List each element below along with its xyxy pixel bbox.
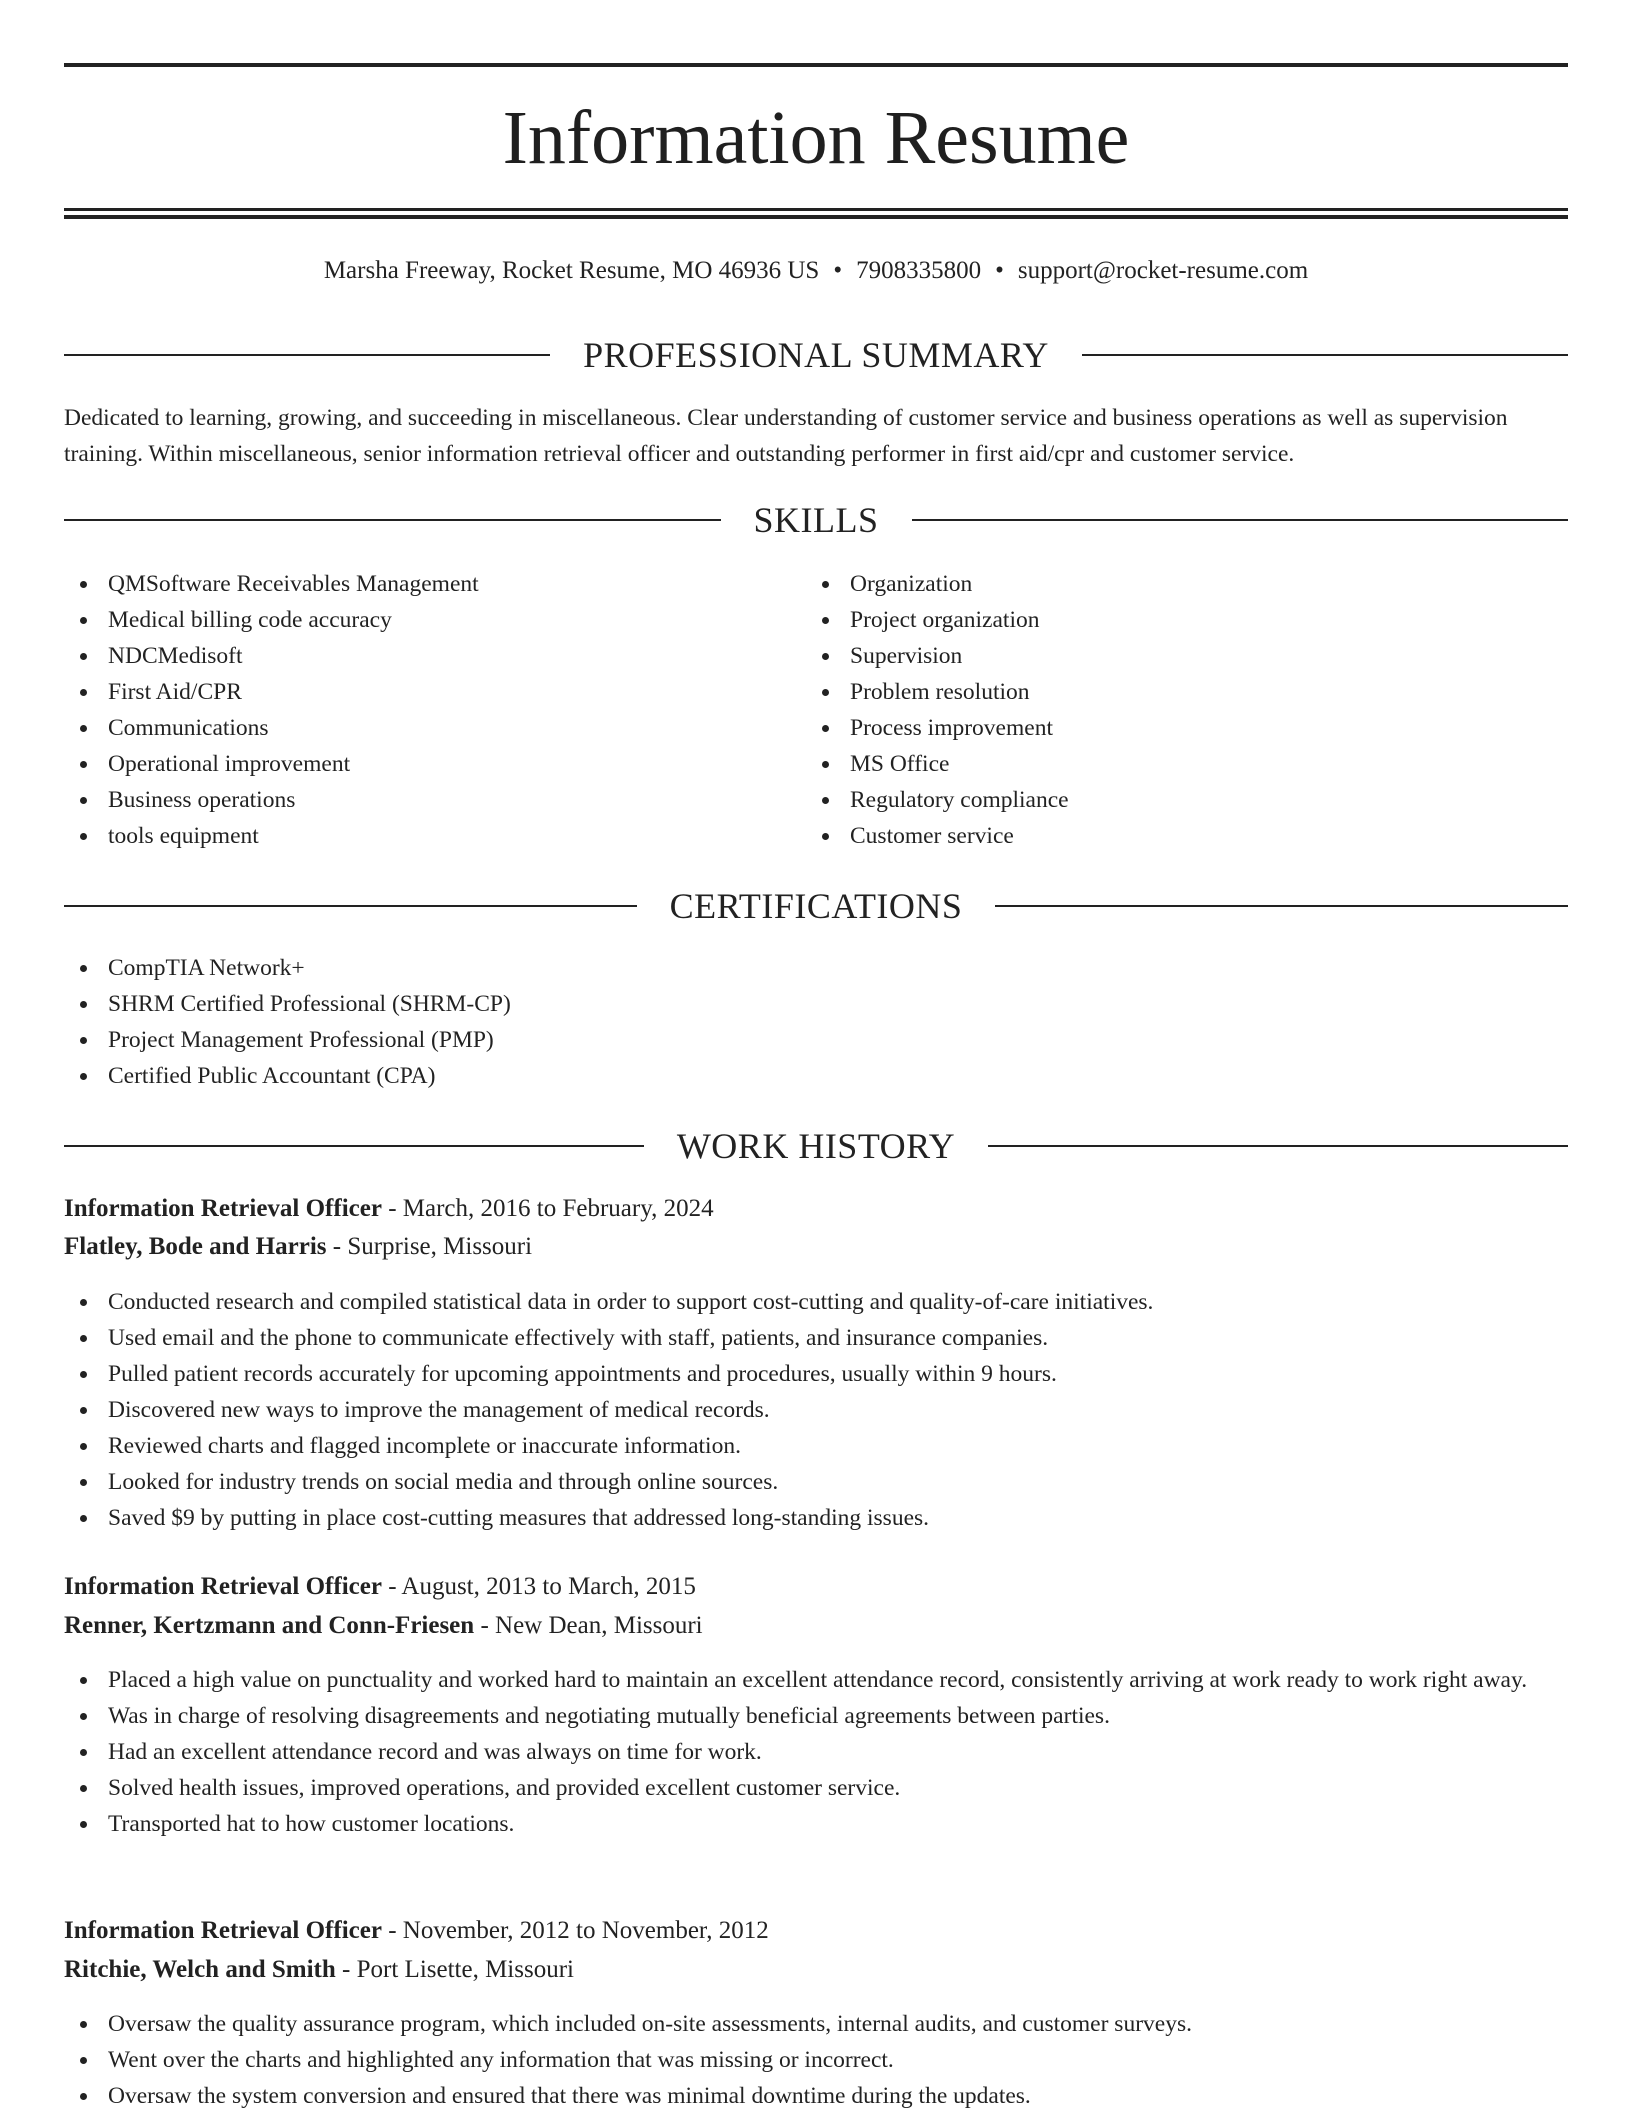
job-bullet: Discovered new ways to improve the management of medical records. (64, 1392, 1568, 1428)
section-title: CERTIFICATIONS (669, 886, 963, 926)
certifications-list (64, 950, 1568, 1094)
job-title: Information Retrieval Officer (64, 1195, 382, 1222)
skill-item: NDCMedisoft (64, 638, 784, 674)
job-title: Information Retrieval Officer (64, 1573, 382, 1600)
job-bullet: Was in charge of resolving disagreements and negotiating mutually beneficial agreements between parties. (64, 1698, 1568, 1734)
job-dates: - March, 2016 to February, 2024 (381, 1195, 714, 1222)
resume-title: Information Resume (502, 96, 1130, 180)
skill-item: MS Office (806, 746, 1566, 782)
job-bullets (64, 2006, 1568, 2114)
certification-item: Project Management Professional (PMP) (64, 1022, 1568, 1058)
section-rule (64, 1145, 644, 1147)
summary-text: Dedicated to learning, growing, and succeeding in miscellaneous. Clear understanding of customer service and business operations as well as supervision training. Within miscellaneous, senior information retrieval officer and outstanding performer in first aid/cpr and customer service. (64, 405, 1508, 467)
section-heading-summary (64, 333, 1568, 377)
skill-item: QMSoftware Receivables Management (64, 566, 784, 602)
section-heading-work-history (64, 1124, 1568, 1168)
certification-item: CompTIA Network+ (64, 950, 1568, 986)
job-company: Flatley, Bode and Harris (64, 1233, 327, 1260)
job-bullet: Saved $9 by putting in place cost-cutting measures that addressed long-standing issues. (64, 1500, 1568, 1536)
skill-item: Project organization (806, 602, 1566, 638)
skill-item: Process improvement (806, 710, 1566, 746)
section-rule (64, 354, 550, 356)
job-location: - Surprise, Missouri (326, 1233, 533, 1260)
section-title: SKILLS (753, 500, 879, 540)
job-company-line (64, 1228, 1568, 1266)
skill-item: Problem resolution (806, 674, 1566, 710)
skill-item: Business operations (64, 782, 784, 818)
job-bullet: Placed a high value on punctuality and worked hard to maintain an excellent attendance record, consistently arriving at work ready to work right away. (64, 1662, 1568, 1698)
skill-item: tools equipment (64, 818, 784, 854)
job-bullet: Used email and the phone to communicate effectively with staff, patients, and insurance companies. (64, 1320, 1568, 1356)
job-bullet: Conducted research and compiled statistical data in order to support cost-cutting and quality-of-care initiatives. (64, 1284, 1568, 1320)
job-company-line (64, 1607, 1568, 1645)
skill-item: First Aid/CPR (64, 674, 784, 710)
job-bullet: Oversaw the quality assurance program, which included on-site assessments, internal audits, and customer surveys. (64, 2006, 1568, 2042)
skill-item: Supervision (806, 638, 1566, 674)
job-bullet: Reviewed charts and flagged incomplete or inaccurate information. (64, 1428, 1568, 1464)
job-dates: - November, 2012 to November, 2012 (381, 1917, 769, 1944)
job-title: Information Retrieval Officer (64, 1917, 382, 1944)
skill-item: Customer service (806, 818, 1566, 854)
job-company-line (64, 1951, 1568, 1989)
job-location: - Port Lisette, Missouri (335, 1956, 574, 1983)
job-bullet: Went over the charts and highlighted any information that was missing or incorrect. (64, 2042, 1568, 2078)
contact-address: Marsha Freeway, Rocket Resume, MO 46936 US (323, 257, 820, 284)
contact-separator: • (995, 257, 1004, 284)
job-title-line (64, 1912, 1568, 1950)
section-heading-skills (64, 498, 1568, 542)
section-rule (64, 519, 721, 521)
section-rule (988, 1145, 1568, 1147)
skill-item: Medical billing code accuracy (64, 602, 784, 638)
contact-email: support@rocket-resume.com (1017, 257, 1309, 284)
job-bullets (64, 1284, 1568, 1536)
certification-item: SHRM Certified Professional (SHRM-CP) (64, 986, 1568, 1022)
job-company: Renner, Kertzmann and Conn-Friesen (64, 1612, 475, 1639)
job-bullet: Transported hat to how customer locations. (64, 1806, 1568, 1842)
job-dates: - August, 2013 to March, 2015 (381, 1573, 696, 1600)
job-bullets (64, 1662, 1568, 1842)
section-rule (995, 905, 1568, 907)
certification-item: Certified Public Accountant (CPA) (64, 1058, 1568, 1094)
job-bullet: Oversaw the system conversion and ensured that there was minimal downtime during the updates. (64, 2078, 1568, 2114)
section-heading-certifications (64, 884, 1568, 928)
skill-item: Communications (64, 710, 784, 746)
section-rule (912, 519, 1569, 521)
section-rule (1082, 354, 1568, 356)
skill-item: Regulatory compliance (806, 782, 1566, 818)
job-location: - New Dean, Missouri (474, 1612, 703, 1639)
job-company: Ritchie, Welch and Smith (64, 1956, 336, 1983)
job-bullet: Solved health issues, improved operations, and provided excellent customer service. (64, 1770, 1568, 1806)
contact-separator: • (833, 257, 843, 284)
section-title: PROFESSIONAL SUMMARY (583, 335, 1049, 375)
job-title-line (64, 1568, 1568, 1606)
skills-list-left (64, 566, 784, 854)
skill-item: Organization (806, 566, 1566, 602)
section-rule (64, 905, 637, 907)
section-title: WORK HISTORY (676, 1126, 956, 1166)
job-bullet: Had an excellent attendance record and was always on time for work. (64, 1734, 1568, 1770)
skill-item: Operational improvement (64, 746, 784, 782)
job-bullet: Pulled patient records accurately for upcoming appointments and procedures, usually within 9 hours. (64, 1356, 1568, 1392)
skills-list-right (806, 566, 1566, 854)
job-title-line (64, 1190, 1568, 1228)
job-bullet: Looked for industry trends on social media and through online sources. (64, 1464, 1568, 1500)
title-double-rule (64, 208, 1568, 219)
contact-phone: 7908335800 (856, 257, 982, 284)
top-rule (64, 63, 1568, 67)
contact-line (64, 254, 1568, 288)
